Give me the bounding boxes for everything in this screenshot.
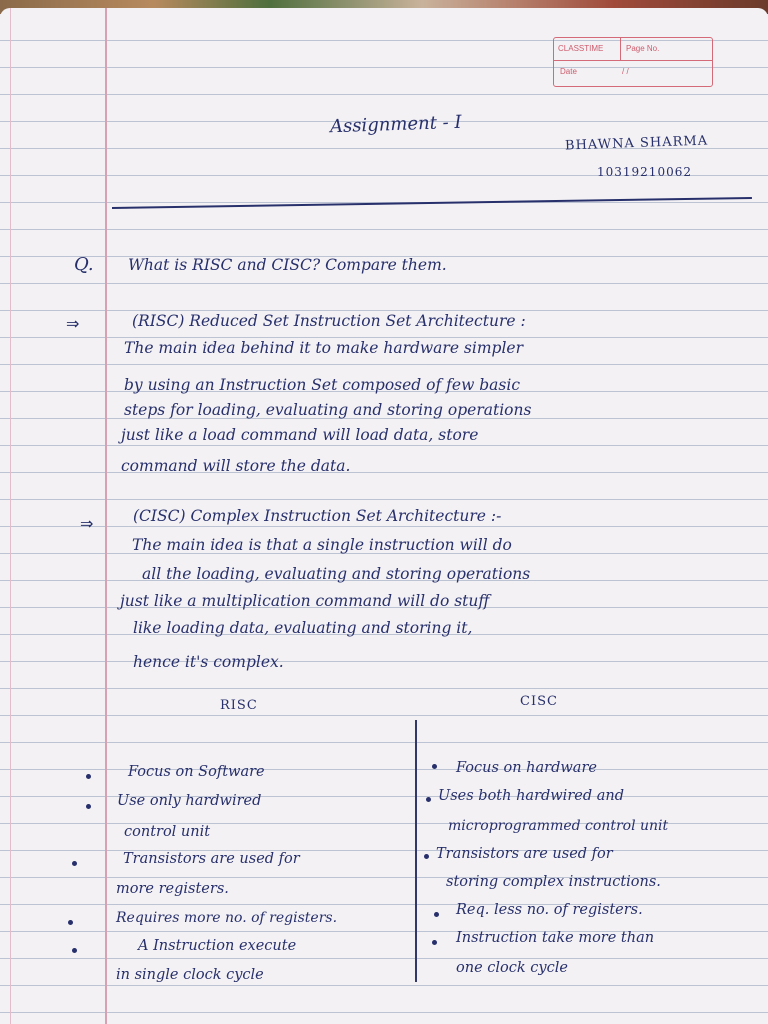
column-divider bbox=[415, 720, 417, 982]
stamp-page-no: Page No. bbox=[626, 44, 660, 53]
risc-point-line: Focus on Software bbox=[128, 764, 265, 780]
risc-point-line: Use only hardwired bbox=[117, 793, 262, 809]
stamp-date-slashes: / / bbox=[622, 67, 629, 76]
cisc-point-line: Instruction take more than bbox=[456, 930, 655, 946]
cisc-point-line: microprogrammed control unit bbox=[448, 818, 669, 834]
bullet bbox=[86, 804, 91, 809]
cisc-arrow: ⇒ bbox=[80, 514, 94, 533]
risc-def-line: by using an Instruction Set composed of few basic bbox=[124, 376, 521, 394]
risc-point-line: in single clock cycle bbox=[116, 967, 264, 983]
header-rule bbox=[112, 197, 752, 209]
question-text: What is RISC and CISC? Compare them. bbox=[128, 256, 447, 274]
stamp-row-top bbox=[554, 38, 712, 61]
cisc-def-line: hence it's complex. bbox=[133, 653, 284, 671]
student-name: BHAWNA SHARMA bbox=[564, 133, 709, 154]
risc-arrow: ⇒ bbox=[66, 314, 80, 333]
stamp-date: Date bbox=[560, 67, 577, 76]
risc-point-line: A Instruction execute bbox=[138, 938, 297, 954]
cisc-def-line: The main idea is that a single instruction will do bbox=[132, 536, 512, 554]
risc-def-line: just like a load command will load data, store bbox=[121, 426, 479, 444]
bullet bbox=[72, 948, 77, 953]
risc-column-header: RISC bbox=[220, 698, 258, 713]
risc-def-line: command will store the data. bbox=[121, 457, 351, 475]
stamp-divider bbox=[620, 38, 621, 60]
risc-def-line: steps for loading, evaluating and storing operations bbox=[124, 401, 532, 419]
risc-point-line: Requires more no. of registers. bbox=[116, 910, 338, 926]
cisc-point-line: Focus on hardware bbox=[456, 760, 597, 776]
bullet bbox=[72, 861, 77, 866]
cisc-column-header: CISC bbox=[520, 694, 558, 709]
cisc-point-line: storing complex instructions. bbox=[446, 874, 661, 890]
cisc-point-line: one clock cycle bbox=[456, 960, 568, 976]
bullet bbox=[426, 797, 431, 802]
risc-point-line: more registers. bbox=[116, 881, 229, 897]
roll-number: 10319210062 bbox=[597, 165, 692, 179]
cisc-def-line: just like a multiplication command will do stuff bbox=[120, 592, 490, 610]
risc-def-line: The main idea behind it to make hardware simpler bbox=[124, 339, 523, 357]
bullet bbox=[86, 774, 91, 779]
cisc-def-line: all the loading, evaluating and storing operations bbox=[142, 565, 531, 583]
risc-point-line: Transistors are used for bbox=[123, 851, 300, 867]
bullet bbox=[68, 920, 73, 925]
bullet bbox=[424, 854, 429, 859]
notebook-page bbox=[0, 8, 768, 1024]
cisc-point-line: Transistors are used for bbox=[436, 846, 613, 862]
risc-point-line: control unit bbox=[124, 824, 211, 840]
cisc-def-line: (CISC) Complex Instruction Set Architecture :- bbox=[133, 507, 502, 525]
left-edge-line bbox=[10, 8, 11, 1024]
stamp-row-bottom bbox=[554, 61, 712, 83]
cisc-point-line: Uses both hardwired and bbox=[438, 788, 624, 804]
bullet bbox=[432, 764, 437, 769]
page-title: Assignment - I bbox=[329, 111, 462, 138]
margin-line bbox=[105, 8, 107, 1024]
cisc-def-line: like loading data, evaluating and storing it, bbox=[133, 619, 473, 637]
cisc-point-line: Req. less no. of registers. bbox=[456, 902, 643, 918]
question-marker: Q. bbox=[74, 254, 94, 275]
stamp-classtime: CLASSTIME bbox=[558, 44, 604, 53]
page-stamp bbox=[553, 37, 713, 87]
risc-def-line: (RISC) Reduced Set Instruction Set Architecture : bbox=[132, 312, 526, 330]
bullet bbox=[432, 940, 437, 945]
bullet bbox=[434, 912, 439, 917]
